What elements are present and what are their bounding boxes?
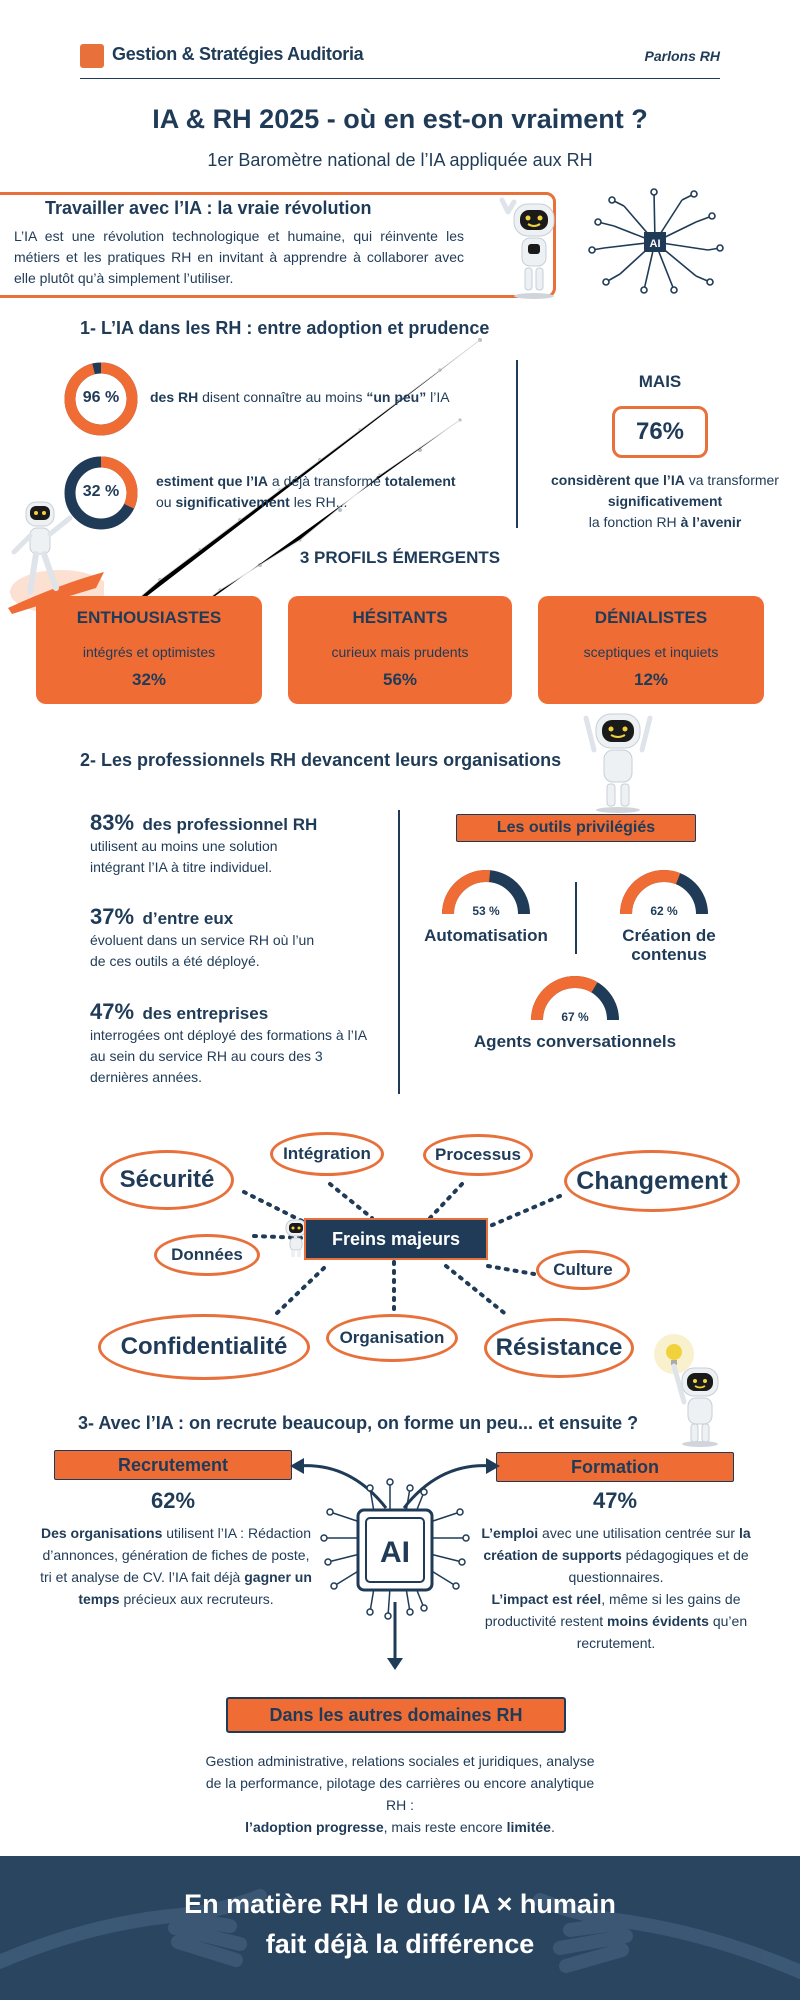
stat1-text1: disent connaître au moins bbox=[198, 389, 367, 405]
recrutement-bold2: gagner un temps bbox=[78, 1569, 312, 1607]
mais-bold2: significativement bbox=[607, 493, 723, 509]
footer-line1: En matière RH le duo IA × humain bbox=[184, 1889, 616, 1919]
pro-stat-desc: utilisent au moins une solution intégrant l’IA à titre individuel. bbox=[90, 838, 278, 875]
profile-desc: sceptiques et inquiets bbox=[583, 644, 719, 660]
freins-center-box: Freins majeurs bbox=[304, 1218, 488, 1260]
mais-bold1: considèrent que l’IA bbox=[551, 472, 685, 488]
frein-changement: Changement bbox=[564, 1150, 740, 1212]
stat2-bold1: estiment que l’IA bbox=[156, 473, 269, 489]
stat1-bold: des RH bbox=[150, 389, 199, 405]
pro-stat-title: d’entre eux bbox=[142, 909, 234, 928]
mais-bold3: à l’avenir bbox=[680, 514, 742, 530]
profile-pct: 12% bbox=[633, 670, 669, 689]
pro-stat-2 bbox=[90, 904, 390, 972]
frein-confidentialite: Confidentialité bbox=[98, 1314, 310, 1380]
formation-text4: qu’en recrutement. bbox=[576, 1613, 748, 1651]
gauge-value: 53 % bbox=[472, 904, 500, 918]
recrutement-text2: précieux aux recruteurs. bbox=[119, 1591, 274, 1607]
section2-title: 2- Les professionnels RH devancent leurs organisations bbox=[80, 750, 562, 770]
mais-title: MAIS bbox=[638, 372, 682, 391]
profile-name: DÉNIALISTES bbox=[594, 608, 708, 627]
pro-stat-title: des professionnel RH bbox=[142, 815, 318, 834]
section3-title: 3- Avec l’IA : on recrute beaucoup, on forme un peu... et ensuite ? bbox=[78, 1413, 639, 1433]
recrutement-text1: utilisent l’IA : Rédaction d’annonces, génération de fiches de poste, tri et analyse de CV. l’IA fait déjà bbox=[40, 1525, 311, 1585]
formation-text2: pédagogiques et de questionnaires. bbox=[568, 1547, 749, 1585]
pro-stat-3 bbox=[90, 999, 390, 1088]
donut-32-label: 32 % bbox=[82, 483, 120, 500]
section1-title: 1- L’IA dans les RH : entre adoption et prudence bbox=[80, 318, 490, 338]
frein-resistance: Résistance bbox=[484, 1318, 634, 1378]
frein-organisation: Organisation bbox=[326, 1314, 458, 1362]
profile-card-denialistes bbox=[538, 596, 764, 704]
tool-name: Automatisation bbox=[424, 926, 548, 945]
profile-name: ENTHOUSIASTES bbox=[76, 608, 222, 627]
profile-desc: curieux mais prudents bbox=[331, 644, 469, 660]
frein-integration: Intégration bbox=[270, 1132, 384, 1176]
stat2-bold3: significativement bbox=[175, 494, 290, 510]
frein-donnees: Données bbox=[154, 1234, 260, 1276]
header-divider bbox=[80, 78, 720, 79]
pro-stat-pct: 83% bbox=[90, 810, 135, 835]
profile-pct: 32% bbox=[131, 670, 167, 689]
profiles-title: 3 PROFILS ÉMERGENTS bbox=[299, 548, 501, 567]
formation-pct: 47% bbox=[592, 1488, 638, 1513]
profile-pct: 56% bbox=[382, 670, 418, 689]
tools-label: Les outils privilégiés bbox=[456, 814, 696, 842]
mais-text1: va transformer bbox=[684, 472, 779, 488]
gauge-value: 67 % bbox=[561, 1010, 589, 1024]
brain-chip-label: AI bbox=[649, 238, 661, 250]
formation-bold2: la création de supports bbox=[483, 1525, 751, 1563]
pro-stat-1 bbox=[90, 810, 390, 878]
recrutement-text bbox=[40, 1522, 312, 1610]
other-domains-text bbox=[200, 1750, 600, 1838]
stat2-text bbox=[156, 471, 496, 513]
formation-bold3: L’impact est réel bbox=[491, 1591, 602, 1607]
ai-chip-label: AI bbox=[380, 1536, 410, 1569]
recrutement-pct: 62% bbox=[150, 1488, 196, 1513]
pro-stat-desc: évoluent dans un service RH où l’un de ces outils a été déployé. bbox=[90, 932, 315, 969]
mais-text bbox=[530, 470, 800, 533]
mais-text2: la fonction RH bbox=[588, 514, 681, 530]
lightbulb-robot-icon bbox=[650, 1330, 732, 1448]
stat2-text2: ou bbox=[156, 494, 176, 510]
formation-text1: avec une utilisation centrée sur bbox=[538, 1525, 739, 1541]
profile-desc: intégrés et optimistes bbox=[82, 644, 216, 660]
footer-text bbox=[0, 1884, 800, 1964]
robot-pointing-icon bbox=[580, 704, 656, 814]
frein-culture: Culture bbox=[536, 1250, 630, 1290]
ai-brain-circuit-icon bbox=[584, 186, 726, 298]
footer-line2: fait déjà la différence bbox=[265, 1929, 535, 1959]
intro-title: Travailler avec l’IA : la vraie révolution bbox=[45, 198, 372, 218]
section1-divider bbox=[516, 360, 518, 528]
formation-text bbox=[468, 1522, 764, 1654]
frein-securite: Sécurité bbox=[100, 1150, 234, 1210]
profile-card-enthousiastes bbox=[36, 596, 262, 704]
pro-stat-pct: 37% bbox=[90, 904, 135, 929]
stat2-text1: a déjà transformé bbox=[268, 473, 385, 489]
formation-text3: , même si les gains de productivité restent bbox=[484, 1591, 741, 1629]
stat1-quote: “un peu” bbox=[366, 389, 427, 405]
waving-robot-icon bbox=[498, 196, 564, 300]
other-bold2: limitée bbox=[506, 1819, 551, 1835]
formation-label: Formation bbox=[496, 1452, 734, 1482]
header-tagline: Parlons RH bbox=[644, 48, 720, 64]
pro-stat-title: des entreprises bbox=[142, 1004, 269, 1023]
frein-processus: Processus bbox=[423, 1134, 533, 1176]
recrutement-label: Recrutement bbox=[54, 1450, 292, 1480]
gauge-value: 62 % bbox=[650, 904, 678, 918]
profile-name: HÉSITANTS bbox=[352, 608, 448, 627]
other-text1: Gestion administrative, relations sociales et juridiques, analyse de la performance, pilotage des carrières ou encore analytique RH : bbox=[205, 1753, 595, 1813]
donut-96-label: 96 % bbox=[82, 389, 120, 406]
other-text2: , mais reste encore bbox=[383, 1819, 507, 1835]
section2-divider bbox=[398, 810, 400, 1094]
recrutement-bold1: Des organisations bbox=[40, 1525, 163, 1541]
brand-name: Gestion & Stratégies Auditoria bbox=[112, 44, 364, 64]
brand-logo-icon bbox=[80, 44, 104, 68]
stat1-text bbox=[150, 387, 490, 408]
stat2-bold2: totalement bbox=[384, 473, 456, 489]
other-bold1: l’adoption progresse bbox=[245, 1819, 384, 1835]
page-subtitle: 1er Baromètre national de l’IA appliquée aux RH bbox=[207, 150, 593, 170]
tool-name: Agents conversationnels bbox=[473, 1032, 677, 1051]
other-domains-label: Dans les autres domaines RH bbox=[226, 1697, 566, 1733]
intro-text: L’IA est une révolution technologique et humaine, qui réinvente les métiers et les pratiques RH en invitant à apprendre à collaborer avec elle plutôt qu’à simplement l’utiliser. bbox=[14, 228, 464, 286]
pro-stat-pct: 47% bbox=[90, 999, 135, 1024]
stat2-text3: les RH... bbox=[289, 494, 348, 510]
profile-card-hesitants bbox=[288, 596, 512, 704]
stat1-text2: l’IA bbox=[426, 389, 450, 405]
tools-divider bbox=[575, 882, 577, 954]
other-text3: . bbox=[550, 1819, 555, 1835]
formation-bold4: moins évidents bbox=[607, 1613, 709, 1629]
mais-value-box: 76% bbox=[612, 406, 708, 458]
tool-name: Création de contenus bbox=[622, 926, 716, 964]
formation-bold1: L’emploi bbox=[481, 1525, 539, 1541]
pro-stat-desc: interrogées ont déployé des formations à l’IA au sein du service RH au cours des 3 dernières années. bbox=[90, 1027, 367, 1085]
page-title: IA & RH 2025 - où en est-on vraiment ? bbox=[152, 104, 648, 134]
